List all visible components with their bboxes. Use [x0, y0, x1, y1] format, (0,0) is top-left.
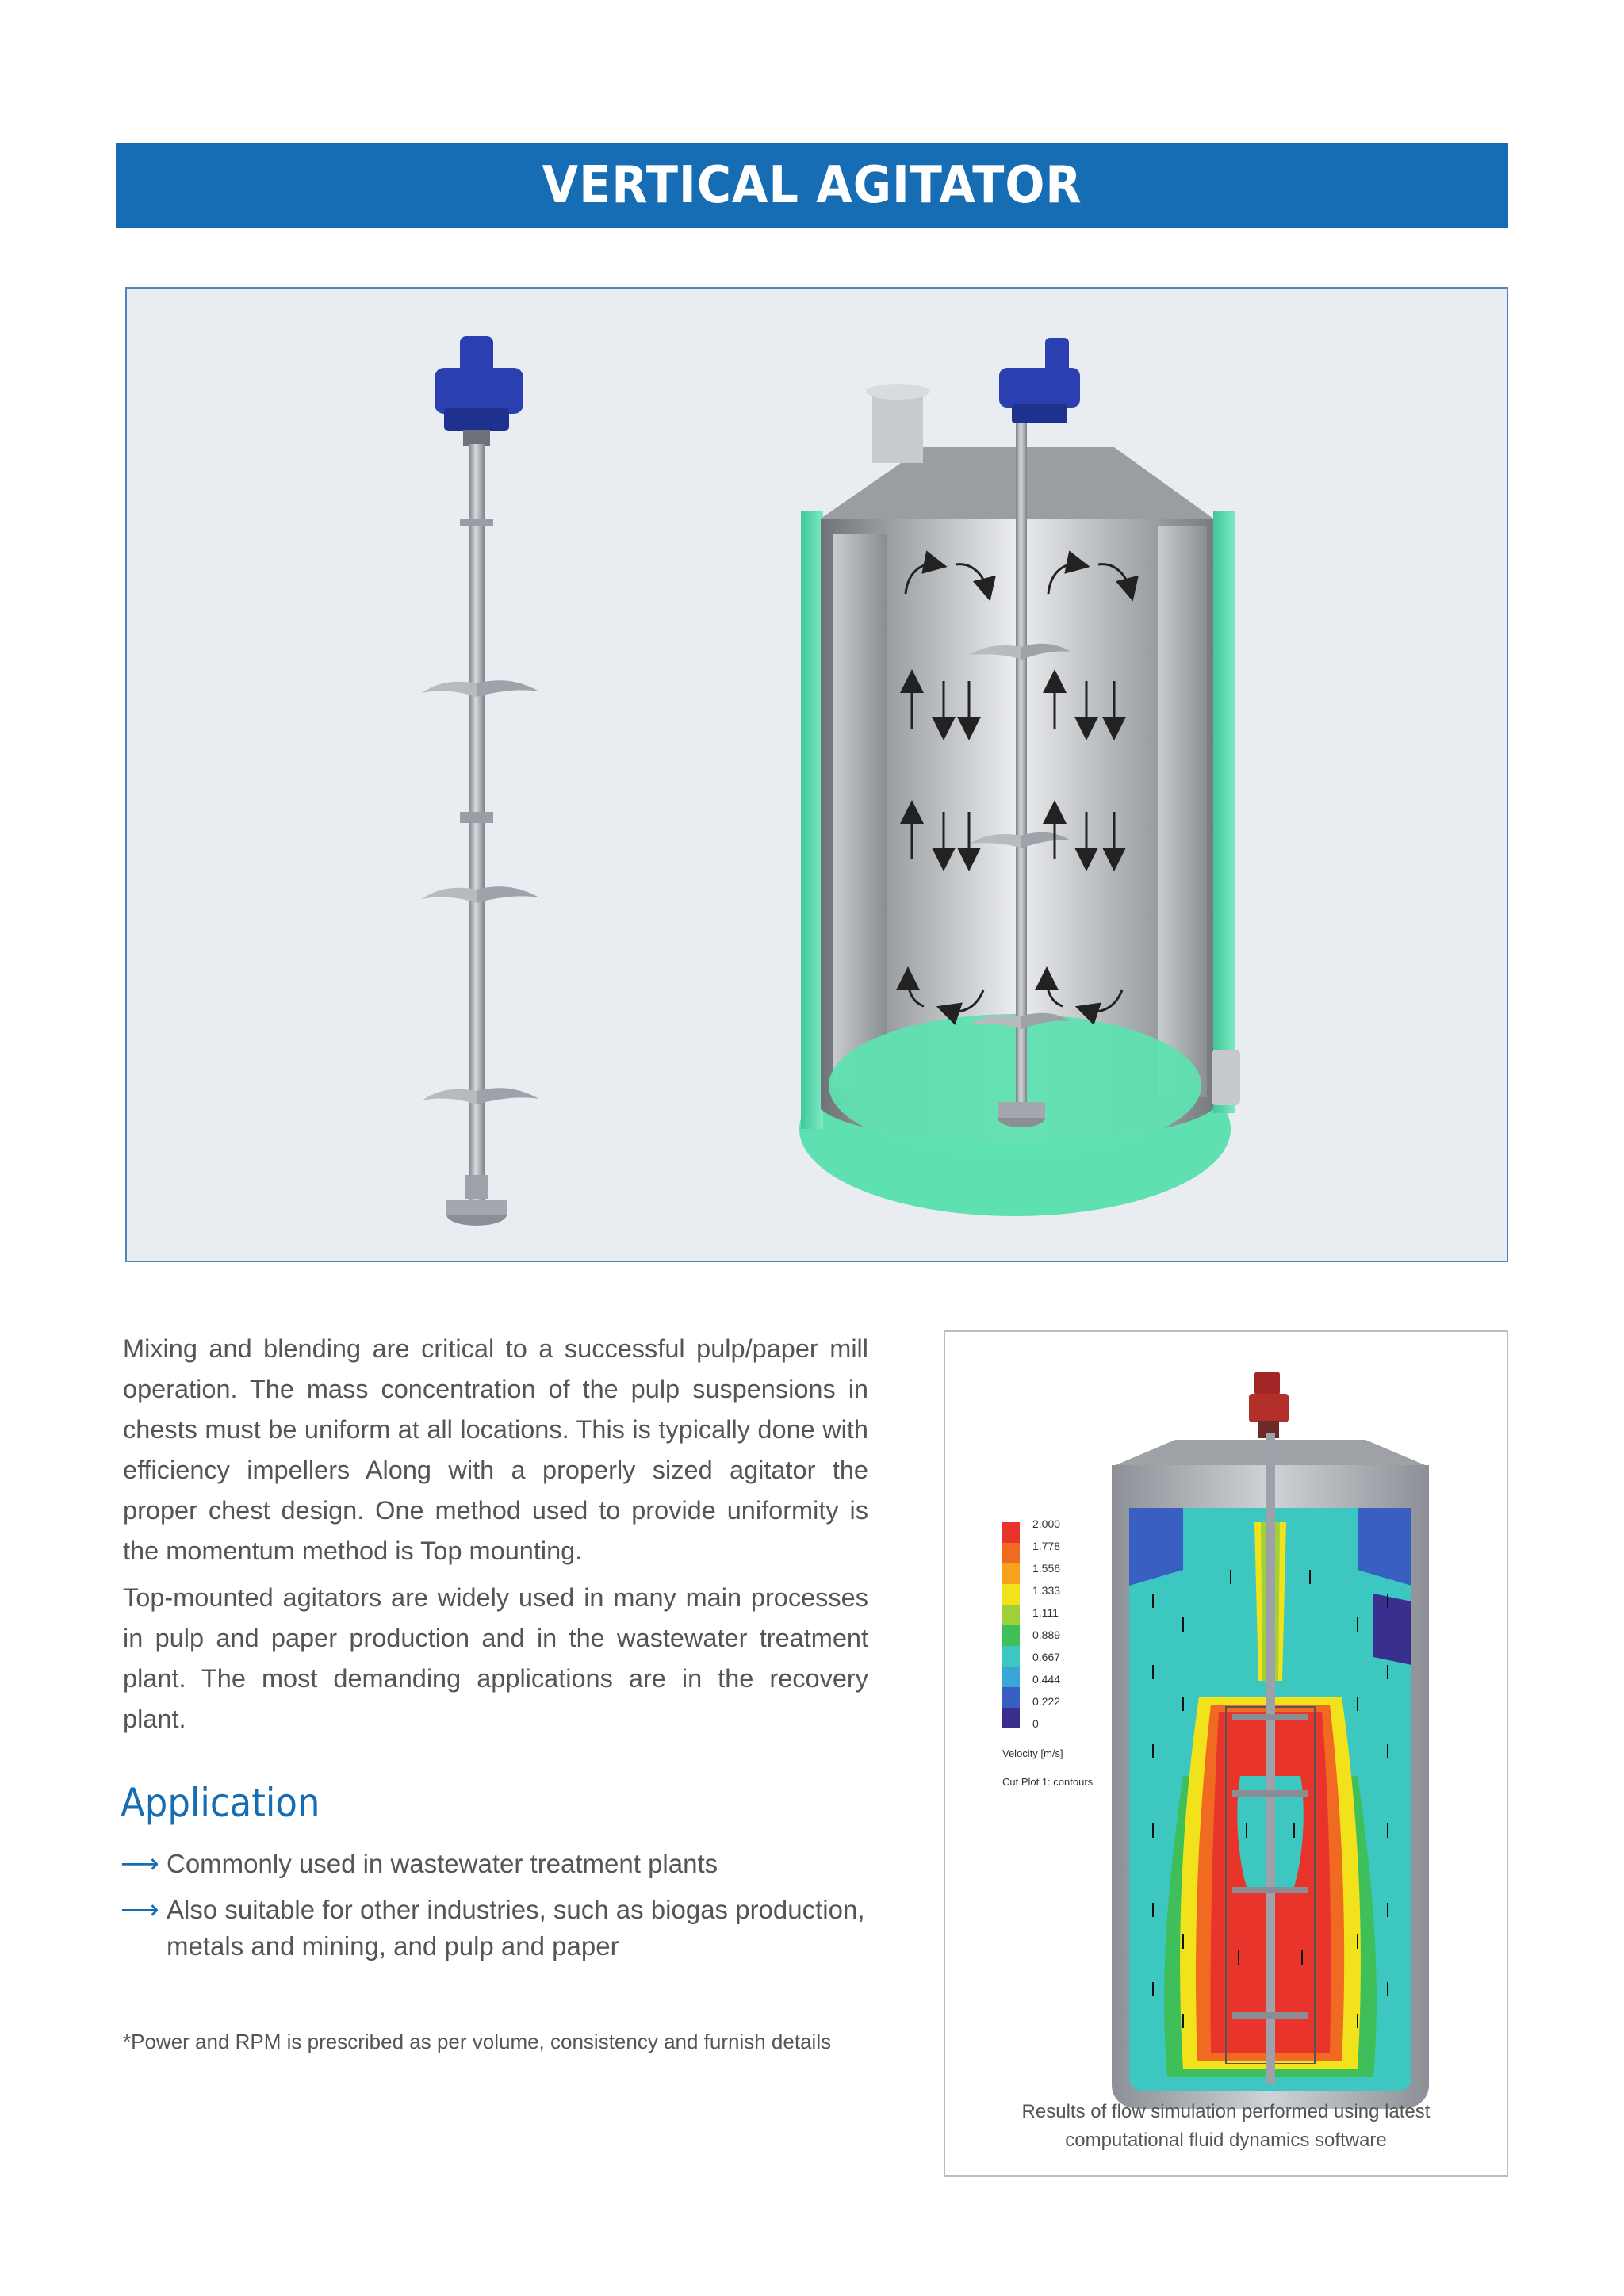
application-list — [121, 1846, 882, 1974]
legend-subtitle: Cut Plot 1: contours — [1002, 1776, 1094, 1788]
simulation-panel — [944, 1330, 1508, 2177]
application-item-2: Also suitable for other industries, such as biogas production, metals and mining, and pulp and paper — [167, 1895, 865, 1961]
cutaway-tank — [799, 338, 1240, 1216]
legend-value: 1.778 — [1032, 1540, 1061, 1552]
simulation-caption — [945, 2098, 1507, 2155]
caption-line-1: Results of flow simulation performed using latest — [1021, 2101, 1431, 2122]
legend-value: 1.333 — [1032, 1584, 1061, 1597]
legend-value: 1.556 — [1032, 1562, 1061, 1575]
list-item — [121, 1892, 882, 1965]
legend-colorbar — [1002, 1522, 1020, 1728]
legend-value: 0 — [1032, 1717, 1039, 1730]
intro-paragraph-2: Top-mounted agitators are widely used in many main processes in pulp and paper production and in the wastewater treatment plant. The most demanding applications are in the recovery plant. — [123, 1583, 868, 1733]
title-banner — [116, 143, 1508, 228]
page-title: VERTICAL AGITATOR — [542, 156, 1082, 215]
agitator-illustration-svg — [127, 289, 1508, 1262]
footnote: *Power and RPM is prescribed as per volume, consistency and furnish details — [123, 2030, 832, 2053]
legend-value: 1.111 — [1032, 1606, 1059, 1619]
arrow-right-icon: ⟶ — [121, 1848, 159, 1880]
list-item — [121, 1846, 882, 1882]
legend-value: 2.000 — [1032, 1517, 1061, 1530]
hero-illustration — [125, 287, 1508, 1262]
intro-text — [123, 1329, 868, 1746]
legend-value: 0.889 — [1032, 1628, 1061, 1641]
standalone-agitator — [422, 336, 539, 1226]
legend-value: 0.667 — [1032, 1651, 1061, 1663]
application-item-1: Commonly used in wastewater treatment plants — [167, 1849, 718, 1878]
caption-line-2: computational fluid dynamics software — [1065, 2130, 1387, 2151]
legend-value: 0.444 — [1032, 1673, 1061, 1686]
legend-title: Velocity [m/s] — [1002, 1747, 1063, 1759]
application-heading: Application — [121, 1780, 320, 1826]
arrow-right-icon: ⟶ — [121, 1894, 159, 1926]
intro-paragraph-1: Mixing and blending are critical to a successful pulp/paper mill operation. The mass concentration of the pulp suspensions in chests must be uniform at all locations. This is typically done with efficiency impellers Along with a properly sized agitator the proper chest design. One method used to provide uniformity is the momentum method is Top mounting. — [123, 1334, 868, 1565]
legend-value: 0.222 — [1032, 1695, 1061, 1708]
